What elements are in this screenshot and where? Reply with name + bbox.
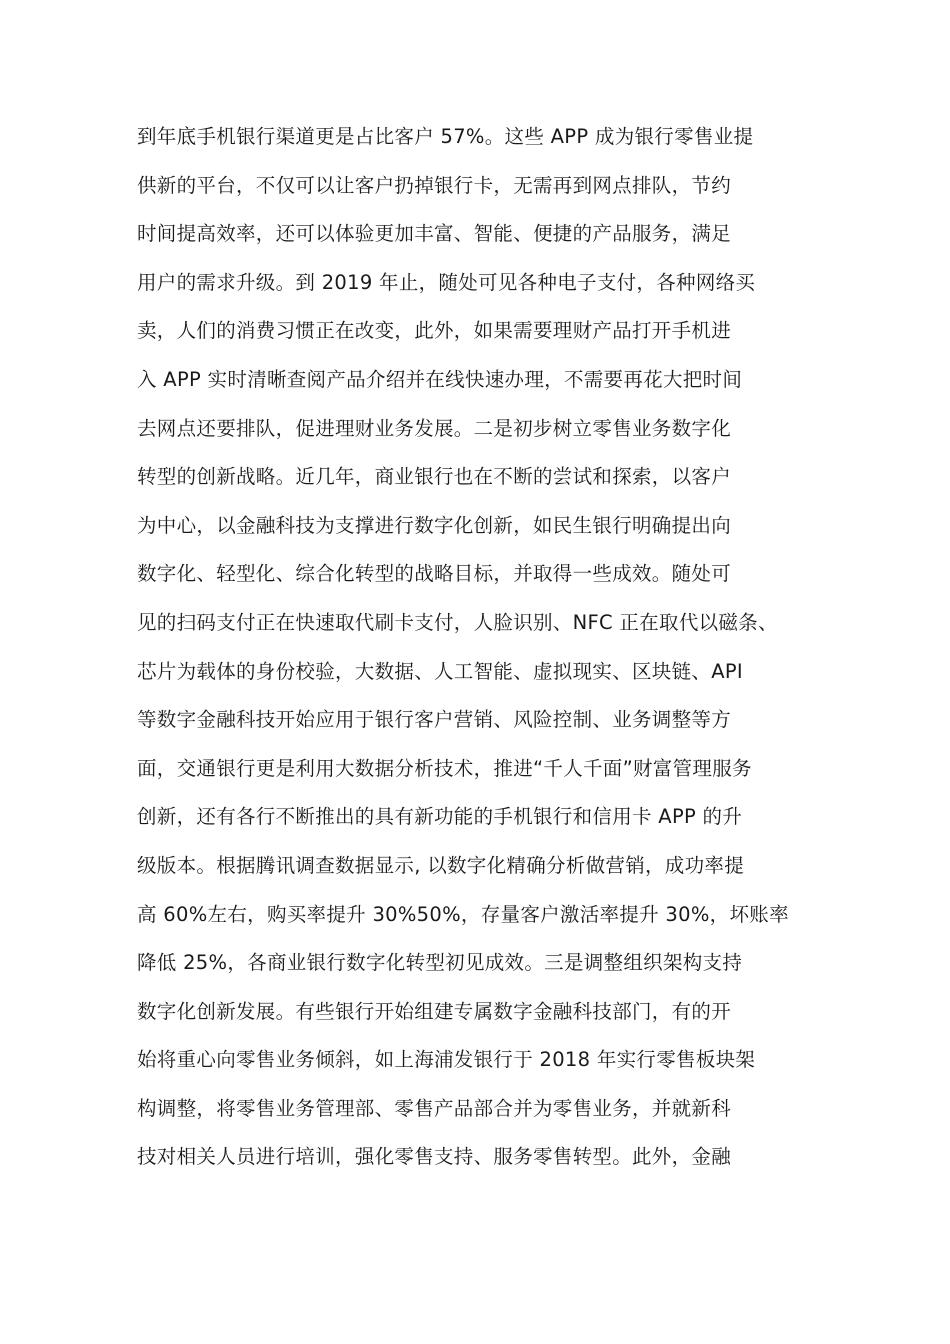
text-line: 见的扫码支付正在快速取代刷卡支付，人脸识别、NFC 正在取代以磁条、 xyxy=(137,610,778,634)
text-line: 高 60%左右，购买率提升 30%50%，存量客户激活率提升 30%，坏账率 xyxy=(137,902,789,926)
text-line: 为中心，以金融科技为支撑进行数字化创新，如民生银行明确提出向 xyxy=(137,513,732,537)
text-line: 创新，还有各行不断推出的具有新功能的手机银行和信用卡 APP 的升 xyxy=(137,805,743,829)
text-line: 技对相关人员进行培训，强化零售支持、服务零售转型。此外，金融 xyxy=(137,1145,732,1169)
text-line: 级版本。根据腾讯调查数据显示, 以数字化精确分析做营销，成功率提 xyxy=(137,853,744,877)
text-line: 到年底手机银行渠道更是占比客户 57%。这些 APP 成为银行零售业提 xyxy=(137,125,754,148)
text-line: 去网点还要排队，促进理财业务发展。二是初步树立零售业务数字化 xyxy=(137,416,732,440)
text-line: 芯片为载体的身份校验，大数据、人工智能、虚拟现实、区块链、API xyxy=(137,659,743,683)
text-line: 构调整，将零售业务管理部、零售产品部合并为零售业务，并就新科 xyxy=(137,1096,732,1120)
text-line: 转型的创新战略。近几年，商业银行也在不断的尝试和探索，以客户 xyxy=(137,465,732,489)
text-line: 卖，人们的消费习惯正在改变，此外，如果需要理财产品打开手机进 xyxy=(137,319,732,343)
text-line: 入 APP 实时清晰查阅产品介绍并在线快速办理，不需要再花大把时间 xyxy=(137,367,743,391)
text-line: 面，交通银行更是利用大数据分析技术，推进“千人千面”财富管理服务 xyxy=(137,756,752,780)
text-line: 数字化、轻型化、综合化转型的战略目标，并取得一些成效。随处可 xyxy=(137,562,732,586)
body-paragraph xyxy=(137,113,837,1182)
text-line: 等数字金融科技开始应用于银行客户营销、风险控制、业务调整等方 xyxy=(137,708,732,732)
text-line: 时间提高效率，还可以体验更加丰富、智能、便捷的产品服务，满足 xyxy=(137,222,732,246)
text-line: 数字化创新发展。有些银行开始组建专属数字金融科技部门，有的开 xyxy=(137,999,732,1023)
text-line: 降低 25%，各商业银行数字化转型初见成效。三是调整组织架构支持 xyxy=(137,951,743,975)
text-line: 用户的需求升级。到 2019 年止，随处可见各种电子支付，各种网络买 xyxy=(137,270,756,294)
text-line: 供新的平台，不仅可以让客户扔掉银行卡，无需再到网点排队，节约 xyxy=(137,173,732,197)
text-line: 始将重心向零售业务倾斜，如上海浦发银行于 2018 年实行零售板块架 xyxy=(137,1048,756,1072)
